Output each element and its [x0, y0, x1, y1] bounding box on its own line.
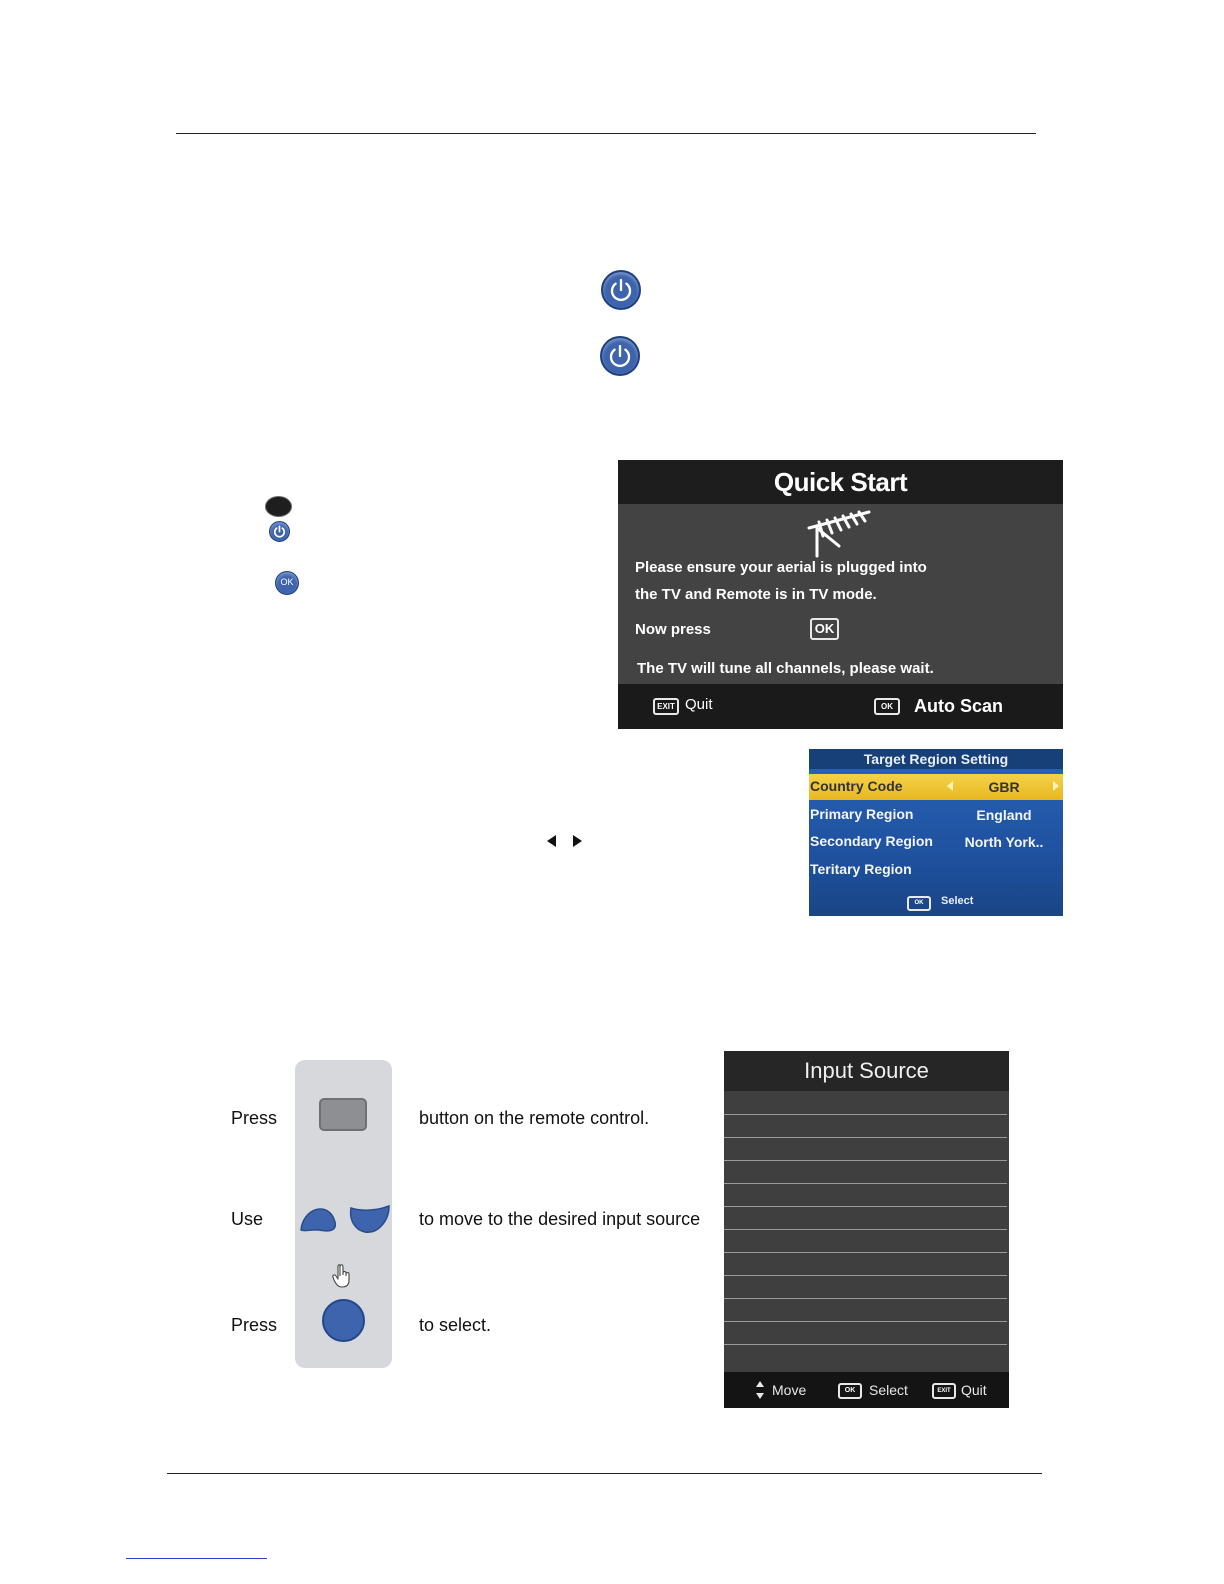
- remote-panel: [295, 1060, 392, 1368]
- right-arrow-icon: [1053, 781, 1059, 791]
- ok-key-icon: [907, 896, 931, 911]
- aerial-icon: [805, 506, 875, 558]
- list-divider: [724, 1298, 1007, 1299]
- quick-start-screen: [618, 460, 1063, 729]
- step-use-word: Use: [231, 1209, 264, 1229]
- hand-pointer-icon: [331, 1263, 355, 1289]
- list-divider: [724, 1252, 1007, 1253]
- row-value: North York..: [964, 834, 1044, 850]
- ok-button-icon: [275, 571, 299, 595]
- step-press-word: Press: [231, 1108, 278, 1128]
- black-button-icon: [265, 496, 292, 517]
- exit-key-label: EXIT: [937, 1388, 951, 1394]
- region-row-primary[interactable]: [809, 802, 1063, 828]
- region-row-country-code[interactable]: [809, 774, 1063, 800]
- step-press-word: Press: [231, 1315, 278, 1335]
- target-region-title: Target Region Setting: [809, 749, 1063, 769]
- row-label: Country Code: [810, 778, 903, 794]
- quick-start-footer: [618, 684, 1063, 729]
- ok-key-label: OK: [814, 621, 835, 636]
- list-divider: [724, 1160, 1007, 1161]
- list-divider: [724, 1275, 1007, 1276]
- select-label: Select: [869, 1382, 908, 1398]
- target-region-screen: [809, 749, 1063, 916]
- up-down-buttons-icon: [299, 1200, 391, 1236]
- row-label: Teritary Region: [810, 861, 912, 877]
- down-arrow-icon: [756, 1393, 764, 1399]
- source-button-icon: [319, 1098, 367, 1131]
- power-button-icon: [269, 521, 290, 542]
- row-value: GBR: [988, 779, 1020, 795]
- tuning-wait-text: The TV will tune all channels, please wait.: [637, 660, 934, 677]
- ok-key-icon: [810, 618, 839, 640]
- ok-key-icon: [838, 1383, 862, 1399]
- region-row-secondary[interactable]: [809, 829, 1063, 855]
- ok-button-label: OK: [280, 577, 294, 587]
- ok-key-icon: [874, 698, 900, 715]
- list-divider: [724, 1344, 1007, 1345]
- quick-start-title: Quick Start: [618, 460, 1063, 504]
- exit-key-icon: [932, 1383, 956, 1399]
- input-source-screen: [724, 1051, 1009, 1408]
- step-press-text: button on the remote control.: [419, 1108, 650, 1128]
- list-divider: [724, 1137, 1007, 1138]
- input-source-footer: [724, 1372, 1009, 1408]
- ok-button-icon: [322, 1299, 365, 1342]
- move-label: Move: [772, 1382, 807, 1398]
- input-source-title: Input Source: [724, 1051, 1009, 1091]
- header-rule: [176, 133, 1036, 134]
- ok-key-label: OK: [881, 702, 893, 711]
- list-divider: [724, 1206, 1007, 1207]
- footer-rule: [167, 1473, 1042, 1474]
- quit-label: Quit: [961, 1382, 987, 1398]
- step-use-text: to move to the desired input source: [419, 1209, 701, 1229]
- ok-key-label: OK: [914, 900, 924, 906]
- list-divider: [724, 1321, 1007, 1322]
- region-row-tertiary[interactable]: [809, 857, 1063, 883]
- footer-link-underline[interactable]: [126, 1558, 267, 1559]
- row-label: Primary Region: [810, 806, 914, 822]
- exit-key-icon: [653, 698, 679, 715]
- step-select-text: to select.: [419, 1315, 492, 1335]
- auto-scan-label: Auto Scan: [914, 696, 1004, 716]
- ok-key-label: OK: [844, 1387, 856, 1394]
- quit-label: Quit: [685, 696, 713, 713]
- list-divider: [724, 1114, 1007, 1115]
- exit-key-label: EXIT: [657, 702, 675, 711]
- select-label: Select: [941, 895, 974, 907]
- up-arrow-icon: [756, 1381, 764, 1387]
- power-button-icon: [600, 336, 640, 376]
- power-button-icon: [601, 270, 641, 310]
- list-divider: [724, 1183, 1007, 1184]
- list-divider: [724, 1229, 1007, 1230]
- now-press-label: Now press: [635, 621, 711, 638]
- aerial-instruction-line1: Please ensure your aerial is plugged into: [635, 559, 927, 576]
- left-arrow-icon: [547, 835, 556, 847]
- aerial-instruction-line2: the TV and Remote is in TV mode.: [635, 586, 877, 603]
- row-label: Secondary Region: [810, 833, 933, 849]
- row-value: England: [976, 807, 1032, 823]
- right-arrow-icon: [573, 835, 582, 847]
